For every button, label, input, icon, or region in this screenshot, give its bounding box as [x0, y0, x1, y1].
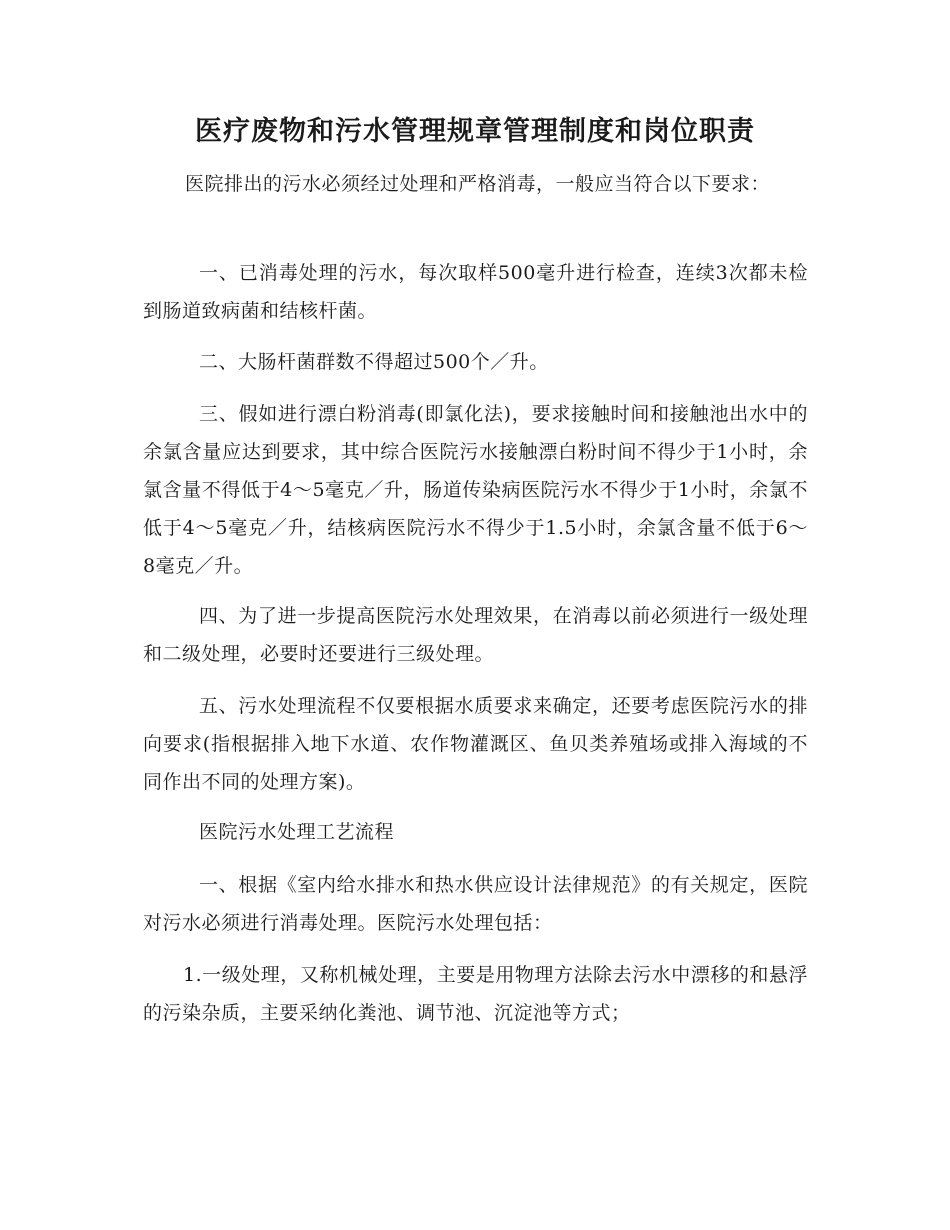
- paragraph-item-4: 四、为了进一步提高医院污水处理效果，在消毒以前必须进行一级处理和二级处理，必要时还要进行三级处理。: [143, 605, 808, 665]
- paragraph-item-5: 五、污水处理流程不仅要根据水质要求来确定，还要考虑医院污水的排向要求(指根据排入地下水道、农作物灌溉区、鱼贝类养殖场或排入海域的不同作出不同的处理方案)。: [143, 695, 808, 793]
- paragraph-item-3: 三、假如进行漂白粉消毒(即氯化法)，要求接触时间和接触池出水中的余氯含量应达到要求，其中综合医院污水接触漂白粉时间不得少于1小时，余氯含量不得低于4～5毫克／升，肠道传染病医院污水不得少于1小时，余氯不低于4～5毫克／升，结核病医院污水不得少于1.5小时，余氯含量不低于6～8毫克／升。: [143, 403, 808, 577]
- paragraph-item-1: 一、已消毒处理的污水，每次取样500毫升进行检查，连续3次都未检到肠道致病菌和结核杆菌。: [143, 262, 808, 322]
- document-title: 医疗废物和污水管理规章管理制度和岗位职责: [195, 116, 755, 147]
- paragraph-process-1: 一、根据《室内给水排水和热水供应设计法律规范》的有关规定，医院对污水必须进行消毒处理。医院污水处理包括：: [143, 874, 808, 934]
- paragraph-item-2: 二、大肠杆菌群数不得超过500个／升。: [199, 351, 549, 373]
- section-heading: 医院污水处理工艺流程: [199, 821, 395, 843]
- paragraph-intro: 医院排出的污水必须经过处理和严格消毒，一般应当符合以下要求：: [185, 173, 771, 195]
- paragraph-process-1-1: 1.一级处理，又称机械处理，主要是用物理方法除去污水中漂移的和悬浮的污染杂质，主要采纳化粪池、调节池、沉淀池等方式；: [143, 964, 808, 1024]
